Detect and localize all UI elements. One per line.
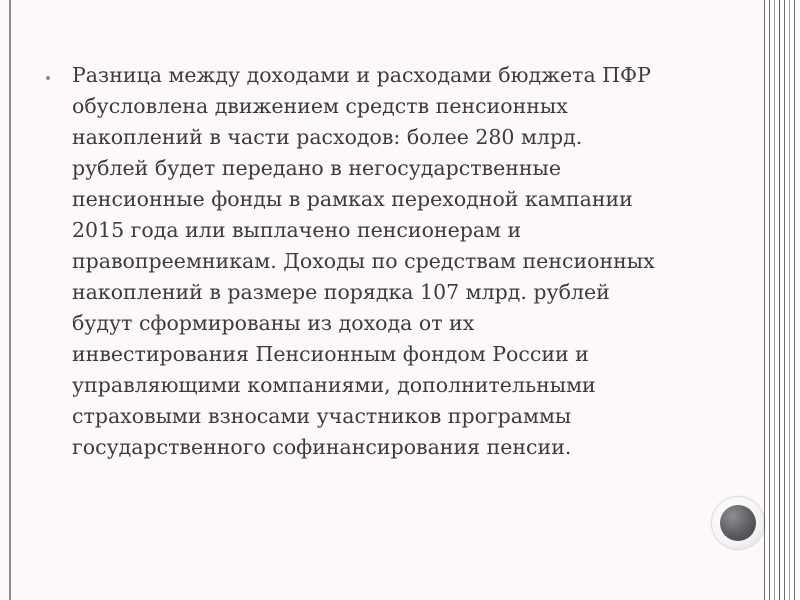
left-border-line <box>9 0 11 600</box>
right-stripe-line <box>789 0 790 600</box>
bullet-item <box>46 60 746 463</box>
right-stripe-line <box>774 0 775 600</box>
bullet-text: Разница между доходами и расходами бюджета ПФР обусловлена движением средств пенсионных накоплений в части расходов: более 280 млрд. рублей будет передано в негосударственные пенсионные фонды в рамках переходной кампании 2015 года или выплачено пенсионерам и правопреемникам. Доходы по средствам пенсионных накоплений в размере порядка 107 млрд. рублей будут сформированы из дохода от их инвестирования Пенсионным фондом России и управляющими компаниями, дополнительными страховыми взносами участников программы государственного софинансирования пенсии. <box>72 63 655 459</box>
right-stripe-line <box>769 0 770 600</box>
right-stripe-line <box>794 0 795 600</box>
circle-bullet-icon <box>712 497 764 549</box>
bullet-dot-icon <box>46 76 50 80</box>
right-stripe-line <box>764 0 765 600</box>
circle-inner-icon <box>720 505 756 541</box>
slide-content <box>46 60 746 463</box>
right-stripe-line <box>784 0 785 600</box>
right-stripe-line <box>779 0 780 600</box>
